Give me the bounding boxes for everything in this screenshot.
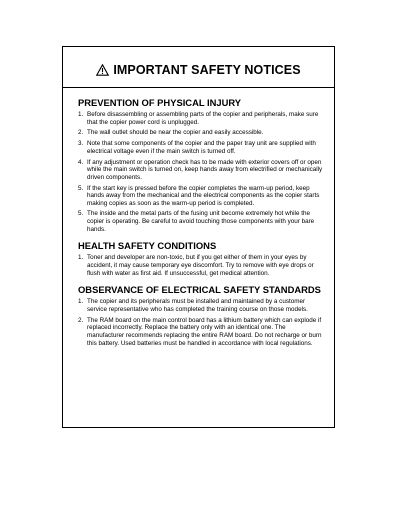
section-electrical-safety — [78, 284, 324, 347]
page-title: IMPORTANT SAFETY NOTICES — [113, 63, 301, 77]
section-heading: OBSERVANCE OF ELECTRICAL SAFETY STANDARDS — [78, 284, 321, 296]
item-text: If any adjustment or operation check has to be made with exterior covers off or open while the main switch is turned on, keep hands away from electrified or mechanically driven components. — [87, 158, 323, 181]
item-text: Toner and developer are non-toxic, but if you get either of them in your eyes by accident, it may cause temporary eye discomfort. Try to remove with eye drops or flush with water as first aid. If unsuccessful, get medical attention. — [87, 254, 314, 277]
item-text: The copier and its peripherals must be installed and maintained by a customer service representative who has completed the training course on those models. — [87, 298, 308, 313]
item-list — [78, 254, 324, 277]
item-text: The inside and the metal parts of the fusing unit become extremely hot while the copier is operating. Be careful to avoid touching those components with your bare hands. — [87, 210, 315, 233]
list-item — [78, 159, 324, 182]
list-item — [78, 254, 324, 277]
safety-notice-box — [62, 46, 335, 428]
item-text: The wall outlet should be near the copier and easily accessible. — [87, 129, 264, 137]
section-health-safety — [78, 240, 324, 277]
item-text: If the start key is pressed before the copier completes the warm-up period, keep hands away from the mechanical and the electrical components as the copier starts making copies as soon as the warm-up period is completed. — [87, 184, 320, 207]
item-number: 1. — [78, 298, 84, 306]
item-number: 1. — [78, 254, 84, 262]
list-item — [78, 298, 324, 313]
list-item — [78, 140, 324, 155]
item-number: 2. — [78, 316, 84, 324]
item-text: The RAM board on the main control board has a lithium battery which can explode if replaced incorrectly. Replace the battery only with an identical one. The manufacturer recommends replacing the entire RAM board. Do not recharge or burn this battery. Used batteries must be handled in accordance with local regulations. — [87, 316, 322, 347]
list-item — [78, 111, 324, 126]
section-physical-injury — [78, 97, 324, 233]
notice-content — [78, 97, 324, 350]
item-number: 1. — [78, 111, 84, 118]
item-text: Note that some components of the copier and the paper tray unit are supplied with electrical voltage even if the main switch is turned off. — [87, 140, 316, 155]
item-number: 3. — [78, 140, 84, 148]
list-item — [78, 317, 324, 347]
page-title-row — [63, 63, 334, 79]
list-item — [78, 129, 324, 137]
item-list — [78, 298, 324, 347]
list-item — [78, 185, 324, 208]
item-text: Before disassembling or assembling parts of the copier and peripherals, make sure that the copier power cord is unplugged. — [87, 111, 319, 126]
item-number: 5. — [78, 184, 84, 192]
item-number: 5. — [78, 210, 84, 218]
section-heading: PREVENTION OF PHYSICAL INJURY — [78, 97, 242, 108]
section-heading: HEALTH SAFETY CONDITIONS — [78, 240, 217, 252]
list-item — [78, 210, 324, 233]
item-list — [78, 111, 324, 233]
warning-triangle-icon — [96, 64, 109, 79]
item-number: 2. — [78, 129, 84, 137]
title-divider — [63, 87, 334, 88]
item-number: 4. — [78, 158, 84, 166]
